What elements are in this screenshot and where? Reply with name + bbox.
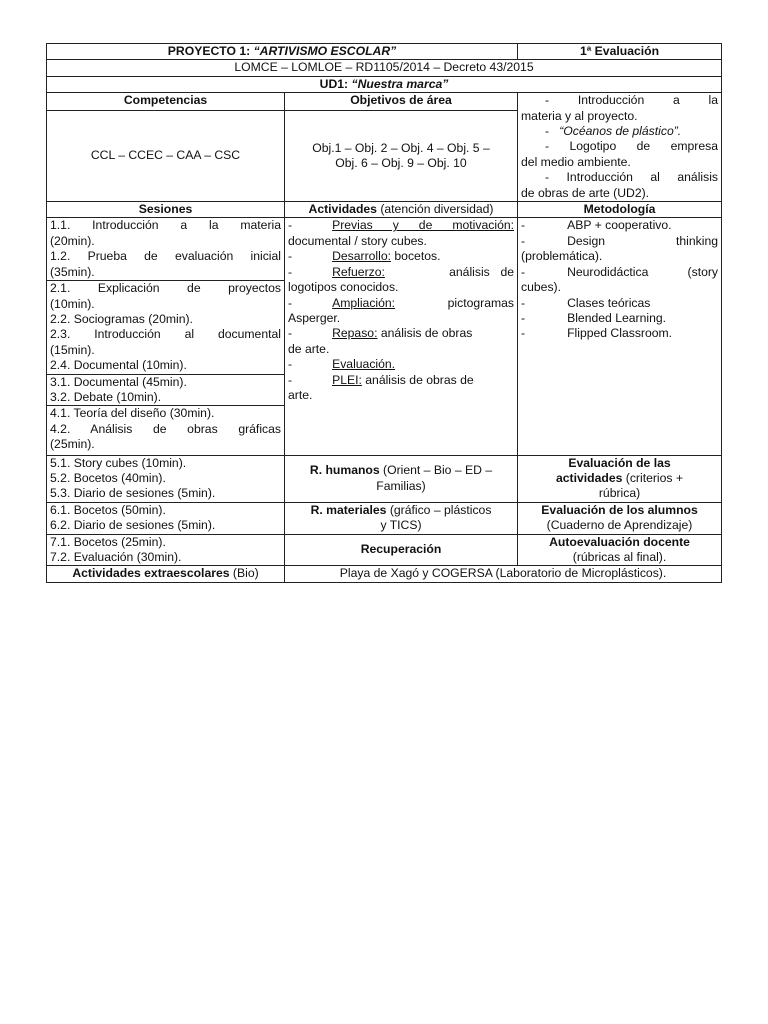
sesiones-heading-row [47, 202, 722, 218]
extraescolares-value: Playa de Xagó y COGERSA (Laboratorio de Microplásticos). [285, 566, 722, 582]
session-5-line2: 5.2. Bocetos (40min). [50, 470, 166, 485]
recursos-humanos-label: R. humanos [309, 463, 380, 478]
met-2a: Design [567, 233, 606, 248]
act-refuerzo: - Refuerzo: análisis de [288, 264, 515, 279]
act-ampliacion-label: Ampliación: [332, 295, 396, 310]
title-row [47, 44, 722, 60]
autoevaluacion-docente [518, 534, 722, 566]
project-title: “ARTIVISMO ESCOLAR” [253, 44, 397, 58]
met-2: - Design thinking [521, 233, 719, 248]
session-4 [47, 406, 285, 455]
ud-title: “Nuestra marca” [351, 76, 449, 91]
ud-title-cell [47, 76, 722, 92]
session-5 [47, 455, 285, 502]
contenido-2-text: “Océanos de plástico”. [559, 124, 682, 139]
act-refuerzo-text: análisis de [449, 264, 515, 279]
law-row [47, 60, 722, 76]
act-evaluacion: - Evaluación. [288, 357, 396, 372]
recursos-humanos-text: (Orient – Bio – ED – [379, 463, 493, 478]
eval-act-line1: Evaluación de las [568, 455, 671, 470]
extraescolares-label-bold: Actividades extraescolares [72, 566, 230, 581]
competencias-heading-row [47, 93, 722, 111]
actividades-heading-bold: Actividades [308, 202, 377, 217]
session-2 [47, 281, 285, 374]
act-plei-label: PLEI: [332, 372, 362, 387]
session-5-line3: 5.3. Diario de sesiones (5min). [50, 486, 216, 501]
recuperacion: Recuperación [285, 534, 518, 566]
competencias-value: CCL – CCEC – CAA – CSC [47, 111, 285, 202]
act-plei: - PLEI: análisis de obras de [288, 372, 474, 387]
evaluation-period: 1ª Evaluación [518, 44, 722, 60]
programming-table [46, 43, 722, 583]
act-repaso: - Repaso: análisis de obras [288, 326, 473, 341]
session-5-line1: 5.1. Story cubes (10min). [50, 455, 187, 470]
act-plei-text: análisis de obras de [361, 372, 474, 387]
contenido-3a: - Logotipo de empresa [545, 139, 719, 154]
act-ampliacion-text2: Asperger. [288, 310, 341, 325]
project-title-cell [47, 44, 518, 60]
actividades-heading-rest: (atención diversidad) [376, 202, 494, 217]
ud-prefix: UD1: [319, 76, 352, 91]
law-reference: LOMCE – LOMLOE – RD1105/2014 – Decreto 43/2015 [47, 60, 722, 76]
extraescolares-label [47, 566, 285, 582]
met-3c: cubes). [521, 280, 561, 295]
contenidos-cell [518, 93, 722, 202]
session-3-line2: 3.2. Debate (10min). [50, 389, 162, 404]
session-7-line2: 7.2. Evaluación (30min). [50, 550, 182, 564]
project-prefix: PROYECTO 1: [167, 44, 254, 58]
session-1-line2: (20min). [50, 233, 95, 248]
competencias-heading: Competencias [47, 93, 285, 111]
session-6-row [47, 502, 722, 534]
act-evaluacion-label: Evaluación. [332, 357, 396, 372]
contenido-1b: materia y al proyecto. [521, 108, 638, 123]
actividades-heading [285, 202, 518, 218]
eval-act-rest2: rúbrica) [598, 486, 641, 501]
act-previas-text: documental / story cubes. [288, 233, 427, 248]
session-3-line1: 3.1. Documental (45min). [50, 374, 187, 389]
session-2-line2: (10min). [50, 296, 95, 311]
session-1 [47, 218, 285, 281]
actividades-cell [285, 218, 518, 455]
objetivos-line1: Obj.1 – Obj. 2 – Obj. 4 – Obj. 5 – [312, 140, 490, 155]
met-4-text: Clases teóricas [567, 295, 651, 310]
session-5-row [47, 455, 722, 502]
act-refuerzo-text2: logotipos conocidos. [288, 280, 399, 295]
metodologia-heading: Metodología [518, 202, 722, 218]
recursos-humanos [285, 455, 518, 502]
extraescolares-row [47, 566, 722, 582]
objetivos-heading: Objetivos de área [285, 93, 518, 111]
act-previas-label: Previas y de motivación: [332, 218, 515, 233]
met-3: - Neurodidáctica (story [521, 264, 719, 279]
session-2-line3: 2.2. Sociogramas (20min). [50, 311, 193, 326]
met-3a: Neurodidáctica [567, 264, 649, 279]
act-refuerzo-label: Refuerzo: [332, 264, 385, 279]
eval-alumnos-label: Evaluación de los alumnos [541, 502, 698, 517]
objetivos-line2: Obj. 6 – Obj. 9 – Obj. 10 [335, 156, 467, 171]
ud-row [47, 76, 722, 92]
contenido-4b: de obras de arte (UD2). [521, 185, 650, 200]
act-previas: - Previas y de motivación: [288, 218, 515, 233]
session-6 [47, 502, 285, 534]
autoeval-text: (rúbricas al final). [572, 550, 667, 564]
met-5: - Blended Learning. [521, 310, 667, 325]
act-desarrollo-label: Desarrollo: [332, 249, 391, 264]
act-repaso-label: Repaso: [332, 326, 378, 341]
contenido-1a: - Introducción a la [545, 93, 719, 108]
session-2-line1: 2.1. Explicación de proyectos [50, 281, 281, 296]
session-7-row [47, 534, 722, 566]
met-2c: (problemática). [521, 249, 603, 264]
session-6-line1: 6.1. Bocetos (50min). [50, 502, 166, 517]
sesiones-heading: Sesiones [47, 202, 285, 218]
act-desarrollo-text: bocetos. [391, 249, 441, 264]
recursos-humanos-text2: Familias) [376, 478, 426, 493]
act-plei-text2: arte. [288, 387, 313, 402]
autoeval-label: Autoevaluación docente [549, 534, 690, 549]
act-repaso-text: análisis de obras [377, 326, 473, 341]
recursos-materiales [285, 502, 518, 534]
met-6-text: Flipped Classroom. [567, 326, 673, 341]
eval-act-line2: actividades [556, 470, 623, 485]
session-7-line1: 7.1. Bocetos (25min). [50, 534, 166, 549]
contenido-2: - “Océanos de plástico”. [545, 124, 682, 139]
session-2-line5: (15min). [50, 342, 95, 357]
met-3b: (story [687, 264, 719, 279]
act-desarrollo: - Desarrollo: bocetos. [288, 249, 441, 264]
session-2-line4: 2.3. Introducción al documental [50, 327, 281, 342]
recursos-materiales-label: R. materiales [310, 502, 387, 517]
session-1-line4: (35min). [50, 264, 95, 279]
contenido-4a: - Introducción al análisis [545, 170, 719, 185]
session-1-line3: 1.2. Prueba de evaluación inicial [50, 249, 281, 264]
act-ampliacion: - Ampliación: pictogramas [288, 295, 515, 310]
evaluacion-alumnos [518, 502, 722, 534]
objetivos-value [285, 111, 518, 202]
contenido-3b: del medio ambiente. [521, 154, 631, 169]
evaluacion-actividades [518, 455, 722, 502]
session-1-line1: 1.1. Introducción a la materia [50, 218, 281, 233]
eval-act-rest: (criterios + [622, 470, 684, 485]
met-6: - Flipped Classroom. [521, 326, 673, 341]
session-4-line2: 4.2. Análisis de obras gráficas [50, 421, 281, 436]
session-1-row [47, 218, 722, 281]
act-repaso-text2: de arte. [288, 341, 330, 356]
session-6-line2: 6.2. Diario de sesiones (5min). [50, 518, 216, 533]
met-1-text: ABP + cooperativo. [567, 218, 672, 233]
met-5-text: Blended Learning. [567, 310, 667, 325]
metodologia-cell [518, 218, 722, 455]
met-2b: thinking [676, 233, 719, 248]
session-3 [47, 374, 285, 406]
met-1: - ABP + cooperativo. [521, 218, 672, 233]
recursos-materiales-text2: y TICS) [380, 518, 422, 533]
session-4-line1: 4.1. Teoría del diseño (30min). [50, 406, 215, 421]
extraescolares-label-rest: (Bio) [229, 566, 259, 581]
eval-alumnos-text: (Cuaderno de Aprendizaje) [546, 518, 693, 533]
met-4: - Clases teóricas [521, 295, 651, 310]
recursos-materiales-text: (gráfico – plásticos [386, 502, 492, 517]
session-2-line6: 2.4. Documental (10min). [50, 358, 187, 373]
session-7 [47, 534, 285, 566]
act-ampliacion-text: pictogramas [447, 295, 515, 310]
session-4-line3: (25min). [50, 437, 95, 452]
